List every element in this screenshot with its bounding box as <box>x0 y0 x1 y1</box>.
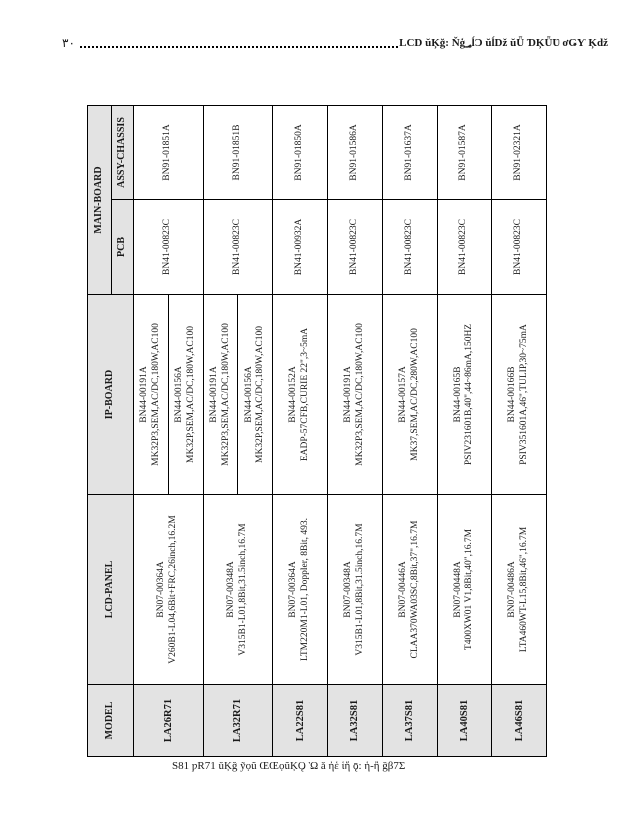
ip-board-spec: MK37,SEM,AC/DC,280W,AC100 <box>409 328 420 461</box>
lcd-panel-part-number: BN07-00348A <box>226 561 237 618</box>
assy-chassis-cell: BN91-01850A <box>273 106 328 200</box>
table-row <box>134 106 169 757</box>
pcb-cell: BN41-00823C <box>492 200 547 295</box>
model-cell: LA32R71 <box>203 685 273 757</box>
ip-board-cell <box>238 295 273 495</box>
lcd-panel-part-number: BN07-00364A <box>288 561 299 618</box>
assy-chassis-cell: BN91-01587A <box>437 106 492 200</box>
lcd-panel-spec: V315B1-L01,8Bit,31.5inch,16.7M <box>354 523 365 656</box>
ip-board-spec: MK32P,SEM,AC/DC,180W,AC100 <box>255 326 266 463</box>
ip-board-spec: MK32P,SEM,AC/DC,180W,AC100 <box>185 326 196 463</box>
lcd-panel-spec: V260B1-L04,6Bit+FRC,26inch,16.2M <box>168 515 179 664</box>
ip-board-spec: EADP-57CFB,CURIE 22",3~5mA <box>300 327 311 462</box>
model-cell: LA32S81 <box>328 685 383 757</box>
ip-board-cell <box>382 295 437 495</box>
ip-board-part-number: BN44-00165B <box>452 366 463 423</box>
model-cell: LA22S81 <box>273 685 328 757</box>
lcd-panel-spec: T400XW01 V1,8Bit,40",16.7M <box>464 528 475 651</box>
table-row <box>328 106 383 757</box>
ip-board-cell <box>328 295 383 495</box>
ip-board-part-number: BN44-00191A <box>343 366 354 423</box>
lcd-panel-part-number: BN07-00448A <box>452 561 463 618</box>
ip-board-part-number: BN44-00152A <box>288 366 299 423</box>
lcd-panel-part-number: BN07-00486A <box>507 561 518 618</box>
lcd-panel-cell <box>492 495 547 685</box>
assy-chassis-cell: BN91-01851B <box>203 106 273 200</box>
pcb-cell: BN41-00823C <box>134 200 204 295</box>
table-row <box>203 106 238 757</box>
table-row <box>437 106 492 757</box>
lcd-panel-spec: V315B1-L01,8Bit,31.5inch,16.7M <box>237 523 248 656</box>
ip-board-part-number: BN44-00157A <box>397 366 408 423</box>
ip-board-spec: MK32P3,SEM,AC/DC,180W,AC100 <box>150 323 161 466</box>
col-header-main-board: MAIN-BOARD <box>88 106 112 295</box>
ip-board-cell <box>492 295 547 495</box>
lcd-panel-cell <box>273 495 328 685</box>
page-title: LCD ŭĶğ: Ňģ؃ĺƆ ŭĺǅ ŭǕ ƊĶǕƲ ơǤƳ Ķdž <box>399 37 608 49</box>
footer-caption: S81 ƿR71 ŭĶğ ỹọũ ŒŒọũĶǪ Ὼ ǎ ἠἑ ἱἥ ǭ: ἡ-ἢ ğβ7Ʃ <box>172 760 406 772</box>
col-header-assy-chassis: ASSY-CHASSIS <box>112 106 134 200</box>
lcd-panel-cell <box>134 495 204 685</box>
assy-chassis-cell: BN91-01637A <box>382 106 437 200</box>
lcd-panel-part-number: BN07-00364A <box>156 561 167 618</box>
parts-table <box>87 105 547 757</box>
page-number: ٣٠ <box>62 36 75 50</box>
assy-chassis-cell: BN91-01851A <box>134 106 204 200</box>
ip-board-spec: PSIV351601A,46",TULIP,30~75mA <box>519 324 530 465</box>
lcd-panel-part-number: BN07-00348A <box>343 561 354 618</box>
ip-board-cell <box>134 295 169 495</box>
table-rotation-frame <box>87 106 547 757</box>
model-cell: LA26R71 <box>134 685 204 757</box>
model-cell: LA46S81 <box>492 685 547 757</box>
lcd-panel-cell <box>437 495 492 685</box>
lcd-panel-cell <box>382 495 437 685</box>
ip-board-part-number: BN44-00191A <box>139 366 150 423</box>
lcd-panel-cell <box>203 495 273 685</box>
lcd-panel-spec: CLAA370WA03SC,8Bit,37",16.7M <box>409 520 420 659</box>
table-row <box>273 106 328 757</box>
ip-board-part-number: BN44-00166B <box>507 366 518 423</box>
ip-board-cell <box>437 295 492 495</box>
col-header-pcb: PCB <box>112 200 134 295</box>
ip-board-part-number: BN44-00191A <box>208 366 219 423</box>
pcb-cell: BN41-00823C <box>437 200 492 295</box>
lcd-panel-part-number: BN07-00446A <box>397 561 408 618</box>
ip-board-spec: PSIV231601B,40",44~86mA,150HZ <box>464 323 475 466</box>
ip-board-spec: MK32P3,SEM,AC/DC,180W,AC100 <box>220 323 231 466</box>
model-cell: LA37S81 <box>382 685 437 757</box>
col-header-ip-board: IP-BOARD <box>88 295 134 495</box>
ip-board-cell <box>168 295 203 495</box>
ip-board-spec: MK32P3,SEM,AC/DC,180W,AC100 <box>354 323 365 466</box>
ip-board-part-number: BN44-00156A <box>173 366 184 423</box>
lcd-panel-cell <box>328 495 383 685</box>
lcd-panel-spec: LTA460WT-L15,8Bit,46",16.7M <box>519 526 530 653</box>
pcb-cell: BN41-00823C <box>203 200 273 295</box>
pcb-cell: BN41-00823C <box>328 200 383 295</box>
col-header-model: MODEL <box>88 685 134 757</box>
ip-board-cell <box>203 295 238 495</box>
table-row <box>382 106 437 757</box>
ip-board-part-number: BN44-00156A <box>243 366 254 423</box>
lcd-panel-spec: LTM220M1-L01, Doppler, 8Bit, 493. <box>300 517 311 662</box>
table-body <box>134 106 547 757</box>
assy-chassis-cell: BN91-02321A <box>492 106 547 200</box>
col-header-lcd-panel: LCD-PANEL <box>88 495 134 685</box>
header-rule <box>80 46 398 48</box>
model-cell: LA40S81 <box>437 685 492 757</box>
ip-board-cell <box>273 295 328 495</box>
pcb-cell: BN41-00932A <box>273 200 328 295</box>
rotated-table-container <box>87 106 547 757</box>
table-row <box>492 106 547 757</box>
page-header <box>62 36 608 54</box>
assy-chassis-cell: BN91-01586A <box>328 106 383 200</box>
pcb-cell: BN41-00823C <box>382 200 437 295</box>
